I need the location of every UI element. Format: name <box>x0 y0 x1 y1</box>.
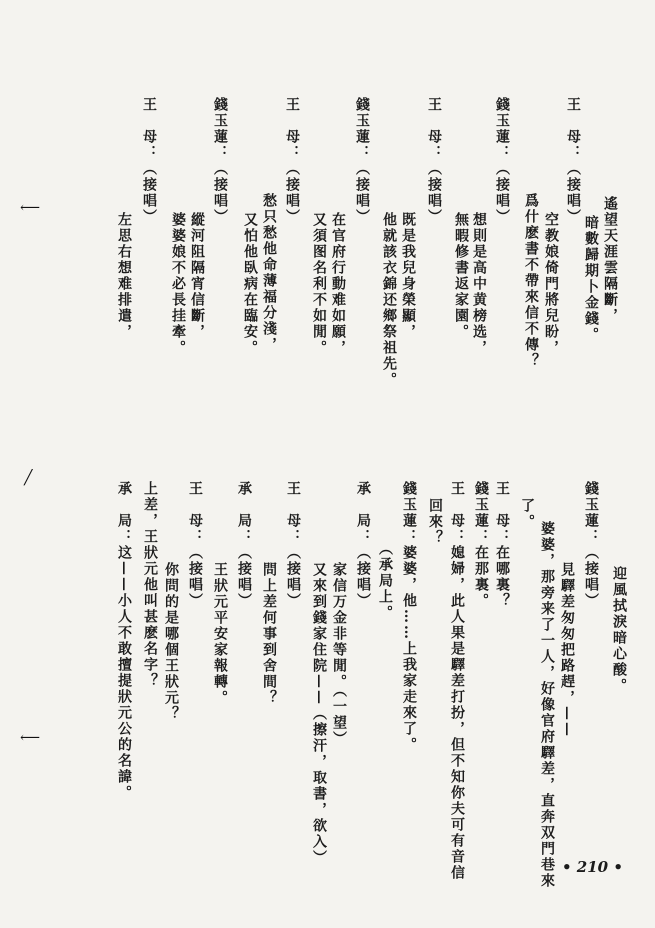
text-column: 又怕他臥病在臨安。 <box>242 212 258 356</box>
stage-direction: （承局上。 <box>377 541 393 621</box>
text-column: 在官府行動难如願， <box>330 212 346 356</box>
speaker-line: 承 局：（接唱） <box>236 481 252 609</box>
text-column: 遙望天涯雲隔斷， <box>602 196 618 324</box>
text-column: 你問的是哪個王狀元？ <box>163 562 179 722</box>
speaker-line: 王 母：媳婦，此人果是驛差打扮，但不知你夫可有音信 <box>449 481 465 881</box>
binding-mark: ⟵ <box>20 200 41 216</box>
text-column: 家信万金非等閒。（一望） <box>331 562 347 747</box>
text-column: 王狀元平安家報轉。 <box>212 562 228 706</box>
page-number: • 210 • <box>562 858 623 876</box>
text-column: 想則是高中黄榜选， <box>471 212 487 356</box>
text-column: 又來到錢家住院——（擦汗，取書，欲入） <box>311 562 327 866</box>
speaker-line: 王 母：（接唱） <box>426 97 442 225</box>
text-column: 問上差何事到舍間？ <box>261 562 277 706</box>
text-column: 見驛差匆匆把路趕，—— <box>559 562 575 738</box>
text-column: 暗數歸期卜金錢。 <box>583 215 599 343</box>
speaker-line: 錢玉蓮：（接唱） <box>583 481 599 609</box>
speaker-line: 錢玉蓮：（接唱） <box>212 97 228 225</box>
text-column: 迎風拭淚暗心酸。 <box>611 566 627 694</box>
text-column: 了。 <box>519 498 535 530</box>
binding-mark: ⟵ <box>20 730 41 746</box>
speaker-line: 承 局：（接唱） <box>355 481 371 609</box>
speaker-line: 錢玉蓮：（接唱） <box>354 97 370 225</box>
speaker-line: 錢玉蓮：在那裏。 <box>473 481 489 609</box>
speaker-line: 王 母：（接唱） <box>565 97 581 225</box>
speaker-line: 王 母：（接唱） <box>187 481 203 609</box>
text-column: 左思右想难排遣， <box>116 212 132 340</box>
text-column: 愁只愁他命薄福分淺， <box>261 193 277 353</box>
speaker-line: 王 母：（接唱） <box>141 97 157 225</box>
speaker-line: 承 局：这——小人不敢擅提狀元公的名諱。 <box>116 481 132 801</box>
text-column: 無暇修書返家園。 <box>453 212 469 340</box>
text-column: 空教娘倚門將兒盼， <box>543 212 559 356</box>
binding-mark: ╱ <box>24 470 33 486</box>
speaker-line: 錢玉蓮：（接唱） <box>494 97 510 225</box>
speaker-line: 王 母：在哪裏？ <box>494 481 510 609</box>
speaker-line: 錢玉蓮：婆婆，他……上我家走來了。 <box>401 481 417 753</box>
text-column: 他就該衣錦还鄉祭祖先。 <box>381 212 397 388</box>
text-column: 婆婆，那旁来了一人，好像官府驛差，直奔双門巷來 <box>539 521 555 889</box>
text-column: 縱河阻隔宵信斷， <box>189 212 205 340</box>
speaker-line: 王 母：（接唱） <box>285 481 301 609</box>
speaker-line: 王 母：（接唱） <box>284 97 300 225</box>
text-column: 又須图名利不如閒。 <box>311 212 327 356</box>
text-column: 爲什麽書不帶來信不傳？ <box>523 193 539 369</box>
text-column: 回來？ <box>427 498 443 546</box>
text-column: 婆婆娘不必長挂牽。 <box>170 212 186 356</box>
text-column: 上差，王狀元他叫甚麽名字？ <box>142 481 158 689</box>
text-column: 既是我兒身榮顯， <box>400 212 416 340</box>
